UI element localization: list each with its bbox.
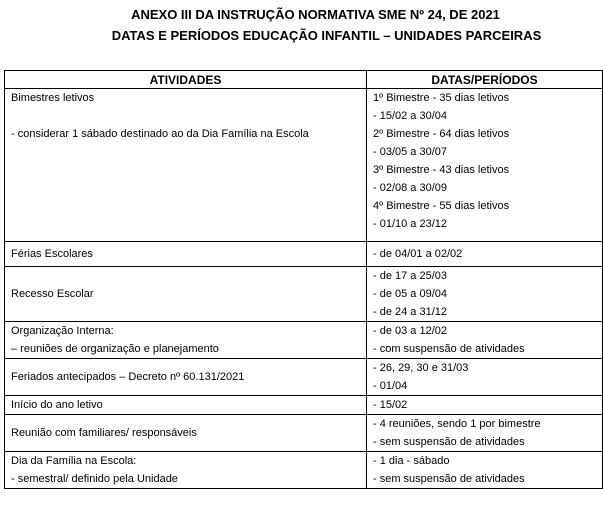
table-row (5, 415, 603, 452)
activity-text: Organização Interna: (11, 325, 114, 337)
calendar-table (4, 70, 603, 489)
date-text: 2º Bimestre - 64 dias letivos (373, 128, 510, 140)
date-text: - 26, 29, 30 e 31/03 (373, 362, 469, 374)
dates-cell (367, 396, 603, 415)
date-text: - sem suspensão de atividades (373, 473, 525, 485)
date-text: - com suspensão de atividades (373, 343, 525, 355)
table-header-row (5, 71, 603, 89)
activity-text: Férias Escolares (11, 248, 93, 260)
activity-cell (5, 415, 367, 452)
activity-cell (5, 242, 367, 267)
dates-cell (367, 89, 603, 242)
column-header-atividades: ATIVIDADES (5, 71, 367, 89)
date-text: - de 03 a 12/02 (373, 325, 448, 337)
activity-cell (5, 396, 367, 415)
date-text: 4º Bimestre - 55 dias letivos (373, 200, 510, 212)
activity-text: Início do ano letivo (11, 399, 103, 411)
date-text: - 02/08 a 30/09 (373, 182, 448, 194)
date-text: - 03/05 a 30/07 (373, 146, 448, 158)
activity-cell (5, 322, 367, 359)
table-row (5, 452, 603, 489)
date-text: - 1 dia - sábado (373, 455, 450, 467)
column-header-datas: DATAS/PERÍODOS (367, 71, 603, 89)
activity-text: - semestral/ definido pela Unidade (11, 473, 178, 485)
document-subtitle: DATAS E PERÍODOS EDUCAÇÃO INFANTIL – UNIDADES PARCEIRAS (111, 28, 542, 43)
dates-cell (367, 452, 603, 489)
activity-cell (5, 267, 367, 322)
table-row (5, 242, 603, 267)
date-text: - sem suspensão de atividades (373, 436, 525, 448)
date-text: - 15/02 (373, 399, 408, 411)
date-text: - 4 reuniões, sendo 1 por bimestre (373, 418, 541, 430)
table-row (5, 396, 603, 415)
dates-cell (367, 415, 603, 452)
activity-cell (5, 359, 367, 396)
date-text: - de 24 a 31/12 (373, 306, 448, 318)
activity-cell (5, 89, 367, 242)
date-text: - 15/02 a 30/04 (373, 110, 448, 122)
activity-text: Bimestres letivos (11, 92, 95, 104)
table-row (5, 267, 603, 322)
activity-cell (5, 452, 367, 489)
table-row (5, 322, 603, 359)
date-text: 1º Bimestre - 35 dias letivos (373, 92, 510, 104)
activity-text: – reuniões de organização e planejamento (11, 343, 219, 355)
document-title: ANEXO III DA INSTRUÇÃO NORMATIVA SME Nº 24, DE 2021 (131, 7, 500, 22)
dates-cell (367, 267, 603, 322)
dates-cell (367, 242, 603, 267)
date-text: - de 17 a 25/03 (373, 270, 448, 282)
table-row (5, 359, 603, 396)
activity-text: Feriados antecipados – Decreto nº 60.131/2021 (11, 371, 245, 383)
dates-cell (367, 322, 603, 359)
dates-cell (367, 359, 603, 396)
date-text: - de 04/01 a 02/02 (373, 248, 463, 260)
activity-text: Dia da Família na Escola: (11, 455, 137, 467)
activity-text: Reunião com familiares/ responsáveis (11, 427, 197, 439)
activity-text: Recesso Escolar (11, 288, 94, 300)
date-text: - 01/04 (373, 380, 408, 392)
date-text: 3º Bimestre - 43 dias letivos (373, 164, 510, 176)
date-text: - de 05 a 09/04 (373, 288, 448, 300)
activity-text: - considerar 1 sábado destinado ao da Dia Família na Escola (11, 128, 309, 140)
table-row (5, 89, 603, 242)
date-text: - 01/10 a 23/12 (373, 218, 448, 230)
